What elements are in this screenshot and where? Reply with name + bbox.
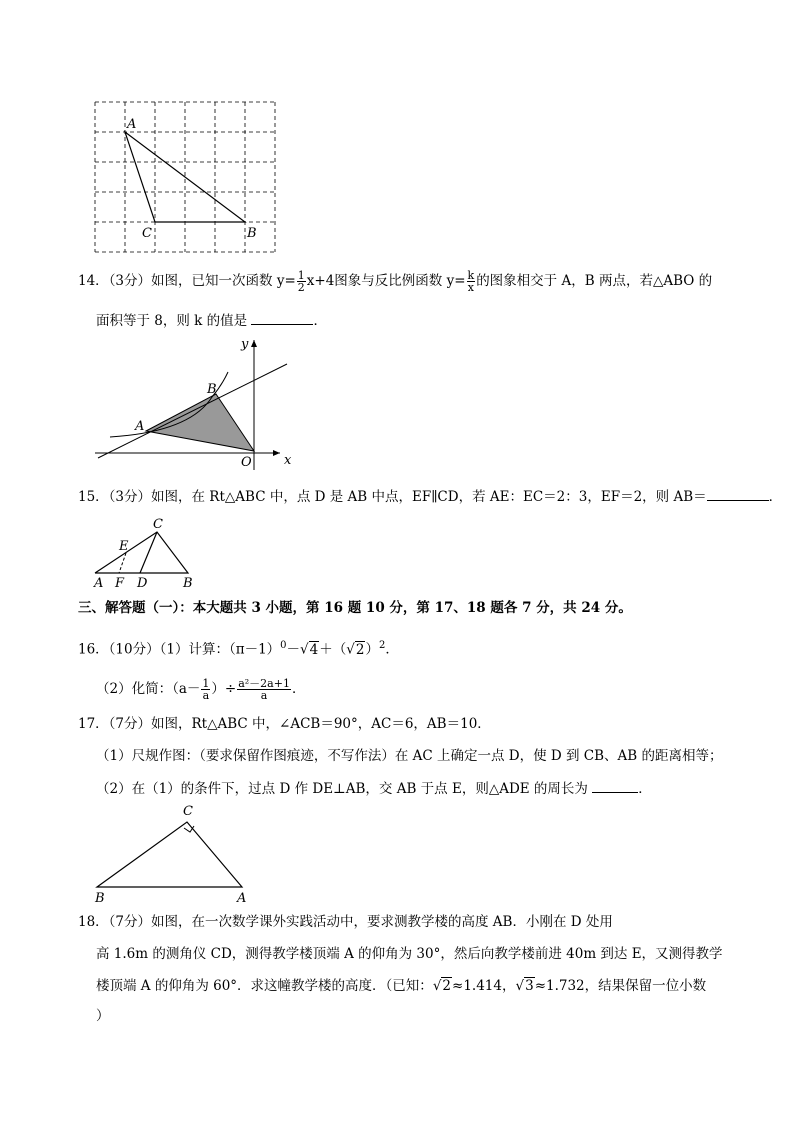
- q17-line2: （1）尺规作图：（要求保留作图痕迹，不写作法）在 AC 上确定一点 D，使 D 到 CB、AB 的距离相等；: [96, 748, 723, 764]
- label-b: B: [95, 891, 105, 906]
- right-angle-mark: [184, 826, 194, 832]
- label-f: F: [115, 576, 125, 591]
- triangle-abc: [97, 822, 242, 887]
- q17-line3: （2）在（1）的条件下，过点 D 作 DE⊥AB，交 AB 于点 E，则△ADE 的周长为 ．: [96, 778, 652, 799]
- label-a: A: [94, 576, 104, 591]
- label-b: B: [207, 382, 217, 397]
- label-d: D: [137, 576, 148, 591]
- q14-line2: 面积等于 8，则 k 的值是 ．: [96, 310, 327, 331]
- q14-line1: 14．（3分）如图，已知一次函数 y= $\frac{1}{2}$ x+4图象与反比例函数 y= $\frac{k}{x}$ 的图象相交于 A，B 两点，若△ABO 的: [78, 269, 713, 294]
- label-a: A: [127, 117, 137, 132]
- label-c: C: [183, 804, 193, 819]
- label-c: C: [153, 517, 163, 532]
- label-c: C: [142, 226, 152, 241]
- q16-line1: 16．（10分）（1）计算：$(\pi-1)^0-√4+(√2)^2$．: [78, 640, 399, 658]
- label-o: O: [241, 455, 252, 470]
- label-b: B: [247, 226, 257, 241]
- label-a: A: [135, 419, 145, 434]
- label-e: E: [119, 539, 129, 554]
- q16-line2: （2）化简：（a－ $\frac{1}{a}$ ）÷ $\frac{\text{a²－2a+1}}{a}$ ．: [96, 677, 306, 702]
- q18-line3: 楼顶端 A 的仰角为 60°．求这幢教学楼的高度．（已知：√2≈1.414，√3≈1.732，结果保留一位小数: [96, 978, 707, 994]
- q18-line4: ）: [96, 1008, 110, 1024]
- q15-line: 15．（3分）如图，在 Rt△ABC 中，点 D 是 AB 中点，EF∥CD，若 AE：EC＝2：3，EF＝2，则 AB＝ ．: [78, 486, 782, 507]
- q17-line1: 17．（7分）如图，Rt△ABC 中，∠ACB＝90°，AC＝6，AB＝10．: [78, 716, 491, 732]
- label-y: y: [241, 337, 249, 352]
- section-3-heading: 三、解答题（一）：本大题共 3 小题，第 16 题 10 分，第 17、18 题各 7 分，共 24 分。: [78, 600, 632, 616]
- label-b: B: [183, 576, 193, 591]
- q18-line2: 高 1.6m 的测角仪 CD，测得教学楼顶端 A 的仰角为 30°，然后向教学楼前进 40m 到达 E，又测得教学: [96, 946, 723, 962]
- q18-line1: 18．（7分）如图，在一次数学课外实践活动中，要求测教学楼的高度 AB．小刚在 D 处用: [78, 914, 613, 930]
- label-x: x: [284, 453, 292, 468]
- label-a: A: [237, 891, 247, 906]
